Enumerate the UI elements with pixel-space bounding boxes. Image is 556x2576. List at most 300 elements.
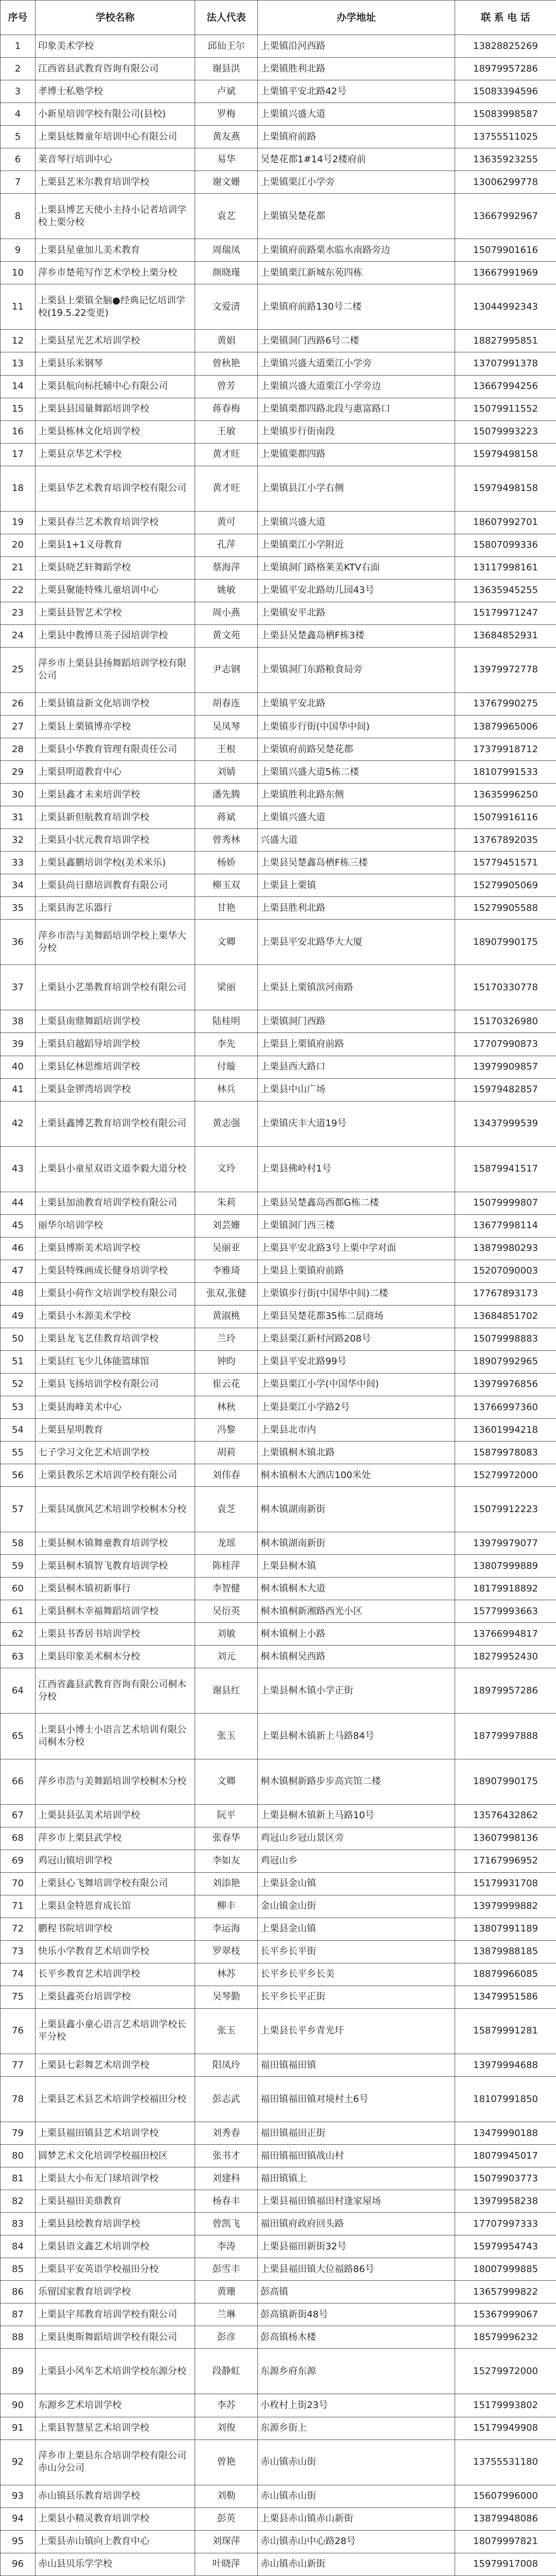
cell-school-name: 上栗县鑫才未来培训学校 — [36, 784, 195, 806]
cell-school-name: 上栗县上栗镇博亦学校 — [36, 716, 195, 738]
cell-phone: 17767893173 — [455, 1282, 556, 1305]
table-row — [1, 239, 556, 262]
cell-school-name: 上栗县飞扬培训学校有限公司 — [36, 1373, 195, 1396]
cell-school-name: 上栗县栋林文化培训学校 — [36, 420, 195, 443]
cell-index: 21 — [1, 556, 36, 579]
cell-school-name: 上栗县小风车艺术培训学校东源分校 — [36, 2349, 195, 2394]
cell-index: 41 — [1, 1078, 36, 1101]
cell-school-name: 乐留国家教育培训学校 — [36, 2281, 195, 2303]
table-row — [1, 1555, 556, 1578]
cell-school-name: 上栗县赤山镇向上教育中心 — [36, 2530, 195, 2553]
cell-address: 上栗镇洞门东路粮食局旁 — [258, 647, 455, 692]
cell-index: 18 — [1, 466, 36, 511]
cell-legal-rep: 文卿 — [195, 1759, 258, 1804]
cell-school-name: 上栗县小精灵教育培训学校 — [36, 2507, 195, 2530]
cell-phone: 15607996000 — [455, 2485, 556, 2507]
cell-address: 上栗镇胜利北路东侧 — [258, 784, 455, 806]
cell-legal-rep: 冯黎 — [195, 1419, 258, 1442]
cell-school-name: 江西省鑫县武教育咨询有限公司桐木分校 — [36, 1668, 195, 1714]
cell-legal-rep: 林秋 — [195, 1396, 258, 1419]
cell-address: 东源乡街上 — [258, 2417, 455, 2439]
cell-phone: 15367999067 — [455, 2303, 556, 2326]
cell-index: 9 — [1, 239, 36, 262]
header-address: 办学地址 — [258, 1, 455, 35]
cell-legal-rep: 蒋斌 — [195, 806, 258, 829]
table-row — [1, 716, 556, 738]
table-row — [1, 2167, 556, 2190]
cell-school-name: 上栗县福田镇县艺术培训学校 — [36, 2122, 195, 2145]
cell-phone: 13879980293 — [455, 1237, 556, 1260]
table-row — [1, 2054, 556, 2076]
cell-address: 桐木镇桐上小路 — [258, 1623, 455, 1646]
cell-address: 上栗镇吴楚花都 — [258, 194, 455, 239]
cell-index: 70 — [1, 1872, 36, 1895]
cell-index: 7 — [1, 171, 36, 194]
cell-legal-rep: 蔡海萍 — [195, 556, 258, 579]
table-row — [1, 1033, 556, 1056]
cell-phone: 13766997360 — [455, 1396, 556, 1419]
table-row — [1, 784, 556, 806]
cell-address: 上栗县吴楚花都35栋二层商场 — [258, 1305, 455, 1328]
cell-address: 桐木镇桐新路步步高宾馆二楼 — [258, 1759, 455, 1804]
cell-phone: 18107991533 — [455, 761, 556, 784]
cell-index: 22 — [1, 579, 36, 602]
cell-phone: 15179993802 — [455, 2394, 556, 2417]
cell-legal-rep: 吴凤琴 — [195, 716, 258, 738]
cell-school-name: 上栗县县国量舞蹈培训学校 — [36, 398, 195, 420]
cell-school-name: 上栗县新但航教育培训学校 — [36, 806, 195, 829]
cell-phone: 13479951586 — [455, 1986, 556, 2008]
cell-legal-rep: 张玉 — [195, 1714, 258, 1759]
table-row — [1, 1918, 556, 1940]
table-row — [1, 2235, 556, 2258]
table-row — [1, 1214, 556, 1237]
cell-address: 兴盛大道 — [258, 829, 455, 852]
table-row — [1, 2122, 556, 2145]
cell-phone: 13766994817 — [455, 1623, 556, 1646]
cell-phone: 17167996952 — [455, 1850, 556, 1872]
cell-index: 76 — [1, 2008, 36, 2054]
cell-phone: 13767892035 — [455, 829, 556, 852]
cell-index: 25 — [1, 647, 36, 692]
cell-index: 17 — [1, 443, 36, 466]
cell-school-name: 鹏程书院培训学校 — [36, 1918, 195, 1940]
table-row — [1, 1895, 556, 1918]
cell-legal-rep: 彭志武 — [195, 2077, 258, 2122]
cell-phone: 15979498158 — [455, 443, 556, 466]
cell-phone: 15079998883 — [455, 1328, 556, 1350]
cell-index: 92 — [1, 2439, 36, 2485]
table-row — [1, 2326, 556, 2349]
cell-school-name: 萍乡市上栗县县扬舞蹈培训学校有限公司 — [36, 647, 195, 692]
cell-index: 59 — [1, 1555, 36, 1578]
cell-address: 上栗镇栗江小学旁 — [258, 171, 455, 194]
cell-legal-rep: 刘勒 — [195, 2485, 258, 2507]
cell-legal-rep: 张书才 — [195, 2145, 258, 2167]
cell-index: 3 — [1, 80, 36, 103]
cell-legal-rep: 罗梅 — [195, 103, 258, 126]
cell-index: 27 — [1, 716, 36, 738]
cell-legal-rep: 黄友燕 — [195, 126, 258, 148]
cell-legal-rep: 谢县红 — [195, 1668, 258, 1714]
cell-phone: 15179949908 — [455, 2417, 556, 2439]
cell-index: 47 — [1, 1260, 36, 1282]
cell-school-name: 长平乡教育艺术培训学校 — [36, 1963, 195, 1986]
cell-address: 上栗镇栗都四路北段与惠富路口 — [258, 398, 455, 420]
cell-legal-rep: 吴衍英 — [195, 1600, 258, 1623]
cell-address: 福田镇福田正街 — [258, 2122, 455, 2145]
cell-school-name: 上栗县乐米钢琴 — [36, 352, 195, 375]
cell-index: 35 — [1, 897, 36, 920]
cell-address: 上栗镇洞门西三楼 — [258, 1214, 455, 1237]
cell-address: 彭高镇 — [258, 2281, 455, 2303]
cell-school-name: 上栗县鑫小童心语言艺术培训学校长平分校 — [36, 2008, 195, 2054]
cell-index: 68 — [1, 1827, 36, 1850]
cell-phone: 13006299778 — [455, 171, 556, 194]
cell-address: 长平乡长平正街 — [258, 1986, 455, 2008]
cell-address: 上栗镇府前路 — [258, 126, 455, 148]
cell-phone: 13635945255 — [455, 579, 556, 602]
cell-school-name: 上栗县海峰美术中心 — [36, 1396, 195, 1419]
table-row — [1, 965, 556, 1010]
cell-legal-rep: 兰琳 — [195, 2303, 258, 2326]
cell-phone: 15079993223 — [455, 420, 556, 443]
cell-phone: 18279952430 — [455, 1646, 556, 1668]
cell-school-name: 上栗县1+1义母教育 — [36, 534, 195, 556]
cell-phone: 13979972778 — [455, 647, 556, 692]
cell-school-name: 上栗县凤旗风艺术培训学校桐木分校 — [36, 1487, 195, 1532]
cell-phone: 15979482857 — [455, 1078, 556, 1101]
cell-index: 82 — [1, 2190, 36, 2213]
cell-address: 上栗镇洞门西路 — [258, 1010, 455, 1033]
cell-index: 91 — [1, 2417, 36, 2439]
cell-school-name: 上栗县教乐艺术培训学校有限公司 — [36, 1464, 195, 1487]
cell-phone: 17707997333 — [455, 2213, 556, 2235]
cell-index: 81 — [1, 2167, 36, 2190]
cell-school-name: 上栗县尚日鼎培训教育有限公司 — [36, 874, 195, 897]
table-row — [1, 1646, 556, 1668]
table-row — [1, 1146, 556, 1192]
cell-school-name: 上栗县华艺术教育培训学校有限公司 — [36, 466, 195, 511]
cell-index: 19 — [1, 511, 36, 534]
table-row — [1, 692, 556, 715]
cell-school-name: 快乐小学教育艺术培训学校 — [36, 1940, 195, 1963]
cell-index: 33 — [1, 852, 36, 874]
cell-legal-rep: 阳凤玲 — [195, 2054, 258, 2076]
cell-address: 上栗镇兴盛大道栗江小学旁边 — [258, 375, 455, 398]
header-row — [1, 1, 556, 35]
cell-school-name: 上栗县龙飞艺佳教育培训学校 — [36, 1328, 195, 1350]
cell-legal-rep: 彭英 — [195, 2507, 258, 2530]
cell-index: 20 — [1, 534, 36, 556]
cell-address: 上栗镇县江小学右侧 — [258, 466, 455, 511]
cell-phone: 15979498158 — [455, 466, 556, 511]
table-row — [1, 897, 556, 920]
table-row — [1, 852, 556, 874]
cell-address: 上栗镇洞门西路6号二楼 — [258, 330, 455, 352]
table-row — [1, 2553, 556, 2575]
cell-phone: 18779997888 — [455, 1714, 556, 1759]
table-row — [1, 1940, 556, 1963]
header-index: 序号 — [1, 1, 36, 35]
cell-index: 6 — [1, 148, 36, 171]
cell-phone: 13437999539 — [455, 1101, 556, 1146]
cell-phone: 13879988185 — [455, 1940, 556, 1963]
table-row — [1, 126, 556, 148]
cell-legal-rep: 杨娇 — [195, 852, 258, 874]
cell-index: 26 — [1, 692, 36, 715]
cell-school-name: 上栗县语文鑫艺术培训学校 — [36, 2235, 195, 2258]
table-row — [1, 1623, 556, 1646]
cell-legal-rep: 段静虹 — [195, 2349, 258, 2394]
cell-legal-rep: 黄才旺 — [195, 466, 258, 511]
cell-phone: 15079916116 — [455, 806, 556, 829]
table-row — [1, 2530, 556, 2553]
table-row — [1, 262, 556, 284]
table-row — [1, 1010, 556, 1033]
cell-index: 86 — [1, 2281, 36, 2303]
table-row — [1, 1872, 556, 1895]
cell-legal-rep: 林苏 — [195, 1963, 258, 1986]
cell-address: 上栗县上栗镇 — [258, 874, 455, 897]
table-row — [1, 1192, 556, 1214]
table-row — [1, 2417, 556, 2439]
table-row — [1, 148, 556, 171]
cell-school-name: 上栗县宇邦教育培训学校有限公司 — [36, 2303, 195, 2326]
cell-index: 60 — [1, 1578, 36, 1600]
table-row — [1, 1442, 556, 1464]
cell-index: 62 — [1, 1623, 36, 1646]
cell-school-name: 上栗县星明教育 — [36, 1419, 195, 1442]
cell-school-name: 上栗县小木源美术学校 — [36, 1305, 195, 1328]
table-row — [1, 647, 556, 692]
cell-school-name: 上栗县福田美鼎教育 — [36, 2190, 195, 2213]
cell-index: 96 — [1, 2553, 36, 2575]
cell-school-name: 上栗县星童加儿美术教育 — [36, 239, 195, 262]
cell-phone: 18907990175 — [455, 1759, 556, 1804]
table-row — [1, 1305, 556, 1328]
cell-address: 上栗县栗江小学路2号 — [258, 1396, 455, 1419]
cell-index: 58 — [1, 1532, 36, 1555]
cell-school-name: 上栗县鑫英台培训学校 — [36, 1986, 195, 2008]
cell-legal-rep: 刘建科 — [195, 2167, 258, 2190]
cell-phone: 13667992967 — [455, 194, 556, 239]
cell-school-name: 萍乡市浩与美舞蹈培训学校上栗华大分校 — [36, 920, 195, 965]
cell-school-name: 上栗县春兰艺术教育培训学校 — [36, 511, 195, 534]
cell-address: 上栗镇栗都四路 — [258, 443, 455, 466]
cell-school-name: 上栗县智慧星艺术培训学校 — [36, 2417, 195, 2439]
cell-phone: 18979957286 — [455, 1668, 556, 1714]
table-row — [1, 920, 556, 965]
cell-index: 14 — [1, 375, 36, 398]
cell-school-name: 上栗县特殊画成长健身培训学校 — [36, 1260, 195, 1282]
cell-address: 上栗县平安北路华大大厦 — [258, 920, 455, 965]
cell-legal-rep: 王根 — [195, 738, 258, 761]
cell-school-name: 印象美术学校 — [36, 35, 195, 58]
table-row — [1, 2190, 556, 2213]
cell-legal-rep: 李先 — [195, 1033, 258, 1056]
cell-index: 72 — [1, 1918, 36, 1940]
cell-legal-rep: 阮平 — [195, 1804, 258, 1827]
cell-legal-rep: 甘艳 — [195, 897, 258, 920]
table-row — [1, 2303, 556, 2326]
table-row — [1, 1419, 556, 1442]
cell-address: 赤山镇赤山街 — [258, 2485, 455, 2507]
cell-phone: 13807991189 — [455, 1918, 556, 1940]
cell-school-name: 小新星培训学校有限公司(县校) — [36, 103, 195, 126]
cell-address: 上栗镇兴盛大道5栋二楼 — [258, 761, 455, 784]
cell-address: 小枚村上街23号 — [258, 2394, 455, 2417]
cell-school-name: 上栗县心飞舞培训学校有限公司 — [36, 1872, 195, 1895]
cell-index: 2 — [1, 58, 36, 80]
cell-phone: 15079901616 — [455, 239, 556, 262]
cell-legal-rep: 刘元 — [195, 1646, 258, 1668]
cell-phone: 15079912223 — [455, 1487, 556, 1532]
cell-school-name: 江西省县武教育咨询有限公司 — [36, 58, 195, 80]
cell-address: 东源乡府东源 — [258, 2349, 455, 2394]
cell-school-name: 上栗县七彩舞艺术培训学校 — [36, 2054, 195, 2076]
cell-index: 93 — [1, 2485, 36, 2507]
cell-school-name: 七子学习文化艺术培训学校 — [36, 1442, 195, 1464]
table-row — [1, 2145, 556, 2167]
table-row — [1, 58, 556, 80]
cell-legal-rep: 周瑞凤 — [195, 239, 258, 262]
cell-phone: 13667991969 — [455, 262, 556, 284]
table-row — [1, 602, 556, 624]
cell-index: 90 — [1, 2394, 36, 2417]
cell-address: 上栗镇兴盛大道 — [258, 806, 455, 829]
cell-index: 23 — [1, 602, 36, 624]
cell-phone: 15807099336 — [455, 534, 556, 556]
cell-school-name: 上栗县红飞少儿体能篮球馆 — [36, 1350, 195, 1373]
cell-school-name: 上栗县鑫博艺教育培训学校有限公司 — [36, 1101, 195, 1146]
cell-index: 94 — [1, 2507, 36, 2530]
cell-index: 31 — [1, 806, 36, 829]
table-row — [1, 1714, 556, 1759]
cell-phone: 13979958238 — [455, 2190, 556, 2213]
table-row — [1, 1850, 556, 1872]
table-row — [1, 2281, 556, 2303]
cell-index: 61 — [1, 1600, 36, 1623]
cell-phone: 13807999889 — [455, 1555, 556, 1578]
cell-legal-rep: 钟昀 — [195, 1350, 258, 1373]
cell-legal-rep: 黄珊 — [195, 2281, 258, 2303]
cell-legal-rep: 黄文苑 — [195, 624, 258, 647]
cell-index: 84 — [1, 2235, 36, 2258]
cell-index: 73 — [1, 1940, 36, 1963]
cell-index: 32 — [1, 829, 36, 852]
table-row — [1, 466, 556, 511]
cell-phone: 18907990175 — [455, 920, 556, 965]
table-row — [1, 1056, 556, 1078]
cell-legal-rep: 罗翠枝 — [195, 1940, 258, 1963]
cell-school-name: 上栗县启越蹈导培训学校 — [36, 1033, 195, 1056]
cell-address: 福田镇福田镇 — [258, 2054, 455, 2076]
cell-phone: 13117998161 — [455, 556, 556, 579]
cell-legal-rep: 曾秀林 — [195, 829, 258, 852]
cell-address: 金山镇金山街 — [258, 1895, 455, 1918]
table-row — [1, 1373, 556, 1396]
cell-legal-rep: 朱莉 — [195, 1192, 258, 1214]
table-row — [1, 171, 556, 194]
cell-index: 48 — [1, 1282, 36, 1305]
cell-legal-rep: 龙瑶 — [195, 1532, 258, 1555]
cell-address: 桐木镇桐木大酒店100米处 — [258, 1464, 455, 1487]
cell-school-name: 上栗县印象美术桐木分校 — [36, 1646, 195, 1668]
table-row — [1, 556, 556, 579]
cell-phone: 15079999807 — [455, 1192, 556, 1214]
cell-phone: 13044992343 — [455, 284, 556, 330]
cell-index: 40 — [1, 1056, 36, 1078]
cell-school-name: 上栗县晓艺轩舞蹈学校 — [36, 556, 195, 579]
cell-school-name: 上栗县小博士小语言艺术培训有限公司桐木分校 — [36, 1714, 195, 1759]
table-row — [1, 1260, 556, 1282]
cell-index: 12 — [1, 330, 36, 352]
cell-phone: 18979957286 — [455, 58, 556, 80]
cell-index: 15 — [1, 398, 36, 420]
cell-phone: 18879966085 — [455, 1963, 556, 1986]
cell-phone: 13979976856 — [455, 1373, 556, 1396]
cell-phone: 13979909857 — [455, 1056, 556, 1078]
cell-address: 上栗镇胜利北路 — [258, 58, 455, 80]
cell-index: 38 — [1, 1010, 36, 1033]
cell-legal-rep: 文卿 — [195, 920, 258, 965]
cell-phone: 15779451571 — [455, 852, 556, 874]
cell-index: 74 — [1, 1963, 36, 1986]
cell-phone: 13657999822 — [455, 2281, 556, 2303]
header-school-name: 学校名称 — [36, 1, 195, 35]
cell-address: 上栗县平安北路99号 — [258, 1350, 455, 1373]
cell-school-name: 上栗县航向标托辅中心有限公司 — [36, 375, 195, 398]
table-row — [1, 398, 556, 420]
cell-index: 83 — [1, 2213, 36, 2235]
cell-legal-rep: 文爱清 — [195, 284, 258, 330]
cell-address: 上栗县上栗镇府前路 — [258, 1260, 455, 1282]
cell-address: 上栗县上栗镇滨河南路 — [258, 965, 455, 1010]
cell-legal-rep: 杨春丰 — [195, 2190, 258, 2213]
cell-legal-rep: 刘芸姗 — [195, 1214, 258, 1237]
cell-legal-rep: 易华 — [195, 148, 258, 171]
cell-phone: 13667994256 — [455, 375, 556, 398]
cell-school-name: 丽华尔培训学校 — [36, 1214, 195, 1237]
cell-school-name: 上栗县小状元教育培训学校 — [36, 829, 195, 852]
cell-school-name: 上栗县南鼎舞蹈培训学校 — [36, 1010, 195, 1033]
cell-phone: 18827995851 — [455, 330, 556, 352]
table-row — [1, 1963, 556, 1986]
table-row — [1, 1532, 556, 1555]
table-row — [1, 1396, 556, 1419]
cell-phone: 15279972000 — [455, 1464, 556, 1487]
table-row — [1, 2008, 556, 2054]
table-row — [1, 2507, 556, 2530]
table-row — [1, 2213, 556, 2235]
cell-school-name: 上栗县博斯美术培训学校 — [36, 1237, 195, 1260]
cell-legal-rep: 胡春连 — [195, 692, 258, 715]
cell-legal-rep: 梁丽 — [195, 965, 258, 1010]
cell-address: 上栗县吴楚鑫岛西都G栋二楼 — [258, 1192, 455, 1214]
cell-address: 上栗县长平乡青光圩 — [258, 2008, 455, 2054]
cell-legal-rep: 崔云花 — [195, 1373, 258, 1396]
cell-phone: 13479990188 — [455, 2122, 556, 2145]
table-row — [1, 1986, 556, 2008]
cell-legal-rep: 曾秋艳 — [195, 352, 258, 375]
cell-address: 上栗县桐木镇新上马路84号 — [258, 1714, 455, 1759]
table-row — [1, 1578, 556, 1600]
cell-phone: 13879948086 — [455, 2507, 556, 2530]
cell-index: 79 — [1, 2122, 36, 2145]
cell-phone: 15779993663 — [455, 1600, 556, 1623]
table-row — [1, 443, 556, 466]
